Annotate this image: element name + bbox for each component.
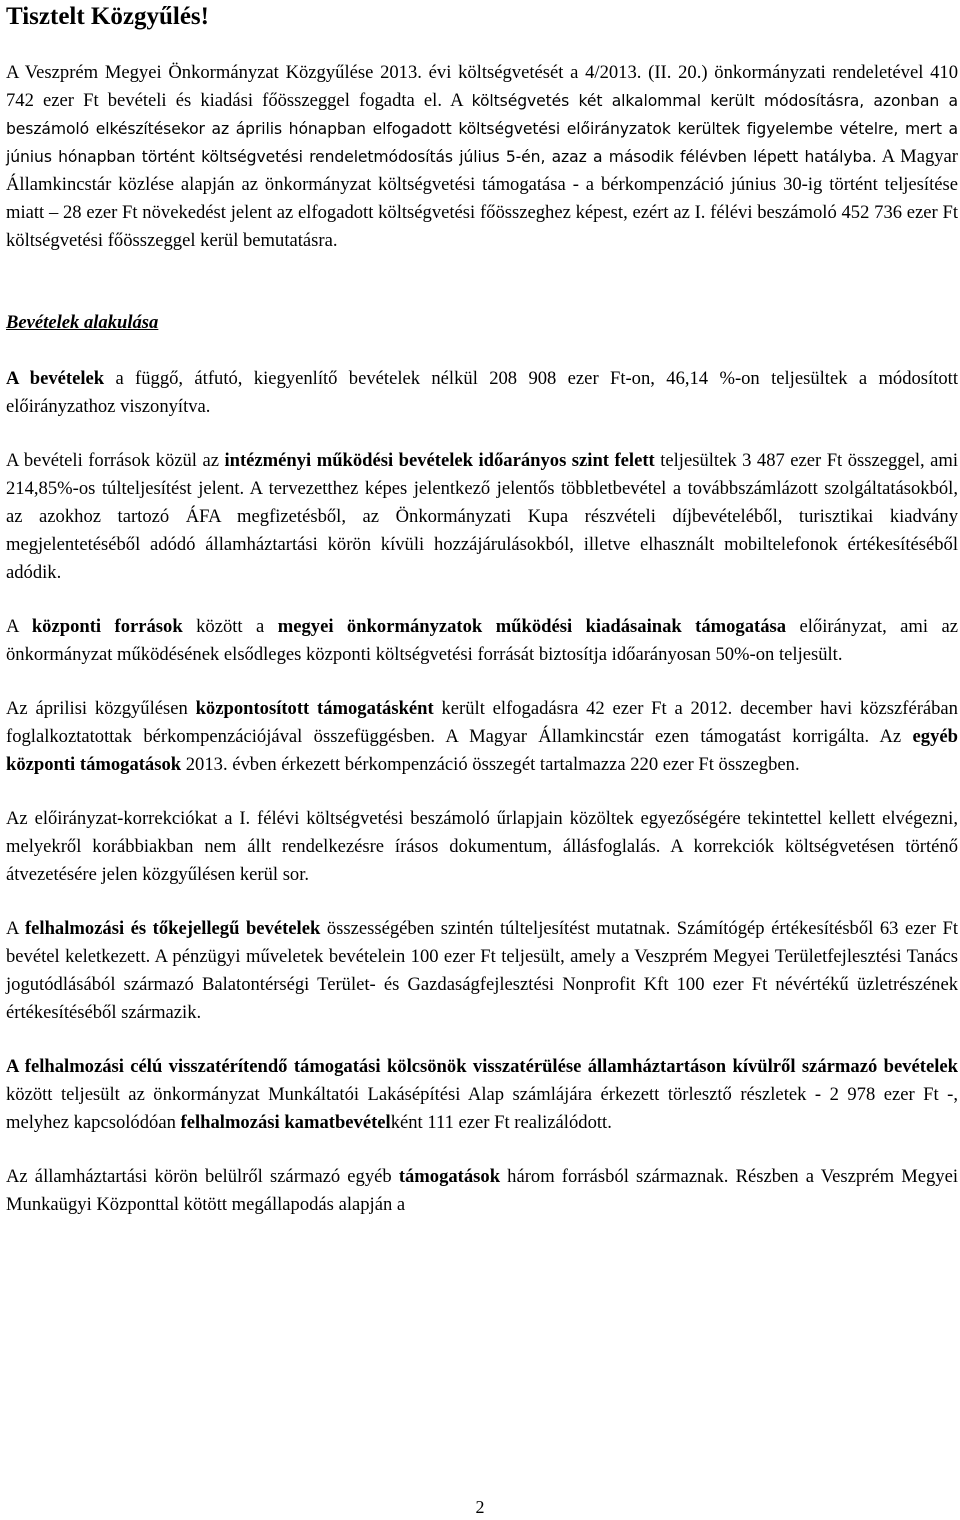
body-text: között teljesült az önkormányzat Munkáltatói Lakásépítési Alap számlájára érkezett törlesztő részletek - 2 978 ezer Ft -, melyhez kapcsolódóan — [6, 1084, 958, 1133]
bold-text: intézményi működési bevételek időarányos szint felett — [224, 450, 655, 471]
bold-text: A bevételek — [6, 368, 105, 389]
body-text: három forrásból származnak. Részben a Veszprém Megyei Munkaügyi Központtal kötött megállapodás alapján a — [6, 1166, 958, 1215]
body-text: összességében szintén túlteljesítést mutatnak. Számítógép értékesítésből 63 ezer Ft bevétel keletkezett. A pénzügyi műveletek bevételein 100 ezer Ft teljesült, amely a Veszprém Megyei Területfejlesztési Tanács jogutódlásából származó Balatontérségi Terület- és Gazdaságfejlesztési Nonprofit Kft 100 ezer Ft névértékű üzletrészének értékesítéséből származik. — [6, 918, 958, 1023]
paragraph-korrekciok — [6, 805, 958, 889]
body-text: Az államháztartási körön belülről származó egyéb — [6, 1166, 399, 1187]
bold-text: A felhalmozási célú visszatérítendő támogatási kölcsönök visszatérülése államháztartáson kívülről származó bevételek — [6, 1056, 958, 1077]
body-text: került elfogadásra 42 ezer Ft a 2012. december havi közszférában foglalkoztatottak bérkompenzációjával összefüggésben. A Magyar Államkincstár ezen támogatást korrigálta. Az — [6, 698, 958, 747]
page-title: Tisztelt Közgyűlés! — [6, 3, 209, 30]
bold-text: megyei önkormányzatok működési kiadásainak támogatása — [277, 616, 787, 637]
body-text: A bevételi források közül az — [6, 450, 225, 471]
intro-sentence-2: költségvetés két alkalommal került módosításra, azonban a beszámoló elkészítésekor az április hónapban elfogadott költségvetési előirányzatok kerültek figyelembe vételre, mert a június hónapban történt költségvetési rendeletmódosítás július 5-én, azaz a második félévben lépett hatályba. — [6, 92, 958, 166]
intro-sentence-3: A Magyar Államkincstár közlése alapján az önkormányzat költségvetési támogatása - a bérkompenzáció június 30-ig történt teljesítése miatt – 28 ezer Ft növekedést jelent az elfogadott költségvetési főösszeghez képest, ezért az I. félévi beszámoló 452 736 ezer Ft költségvetési főösszeggel kerül bemutatásra. — [6, 146, 958, 251]
body-text: Az áprilisi közgyűlésen — [6, 698, 196, 719]
bold-text: központi források — [31, 616, 183, 637]
body-text: előirányzat, ami az önkormányzat működésének elsődleges központi költségvetési forrását biztosítja időarányosan 50%-on teljesült. — [6, 616, 958, 665]
document-page — [6, 0, 958, 1219]
body-text: között a — [182, 616, 278, 637]
bold-text: egyéb központi támogatások — [6, 726, 958, 775]
bold-text: központosított támogatásként — [195, 698, 434, 719]
body-text: ként 111 ezer Ft realizálódott. — [390, 1112, 612, 1133]
paragraph-kozponti-forrasok — [6, 613, 958, 669]
bold-text: felhalmozási és tőkejellegű bevételek — [24, 918, 321, 939]
bold-text: felhalmozási kamatbevétel — [180, 1112, 391, 1133]
page-number: 2 — [475, 1497, 485, 1517]
intro-sentence-1: A Veszprém Megyei Önkormányzat Közgyűlése 2013. évi költségvetését a 4/2013. (II. 20.) önkormányzati rendeletével 410 742 ezer Ft bevételi és kiadási főösszeggel fogadta el. A — [6, 62, 958, 111]
body-text: A — [6, 616, 32, 637]
section-heading: Bevételek alakulása — [6, 312, 159, 333]
paragraph-kozpontositott — [6, 695, 958, 779]
bold-text: támogatások — [398, 1166, 501, 1187]
paragraph-kolcsonok — [6, 1053, 958, 1137]
body-text: Az előirányzat-korrekciókat a I. félévi költségvetési beszámoló űrlapjain közöltek egyezőségére tekintettel kellett elvégezni, melyekről korábbiakban nem állt rendelkezésre írásos dokumentum, állásfoglalás. A korrekciók költségvetésen történő átvezetésére jelen közgyűlésen kerül sor. — [6, 808, 958, 885]
body-text: 2013. évben érkezett bérkompenzáció összegét tartalmazza 220 ezer Ft összegben. — [181, 754, 800, 775]
body-text: teljesültek 3 487 ezer Ft összeggel, ami 214,85%-os túlteljesítést jelent. A tervezetthez képes jelentkező jelentős többletbevétel a továbbszámlázott szolgáltatásokból, az azokhoz tartozó ÁFA megfizetésből, az Önkormányzati Kupa részvételi díjbevételéből, turisztikai kiadvány megjelentetéséből adódó államháztartási körön kívüli hozzájárulásokból, illetve elhasznált mobiltelefonok értékesítéséből adódik. — [6, 450, 959, 583]
paragraph-bevetelek — [6, 365, 958, 421]
body-text: a függő, átfutó, kiegyenlítő bevételek nélkül 208 908 ezer Ft-on, 46,14 %-on teljesültek a módosított előirányzathoz viszonyítva. — [6, 368, 958, 417]
paragraph-felhalmozasi — [6, 915, 958, 1027]
paragraph-intezmenyi — [6, 447, 958, 587]
paragraph-tamogatasok — [6, 1163, 958, 1219]
intro-paragraph — [6, 59, 958, 255]
body-text: A — [6, 918, 25, 939]
